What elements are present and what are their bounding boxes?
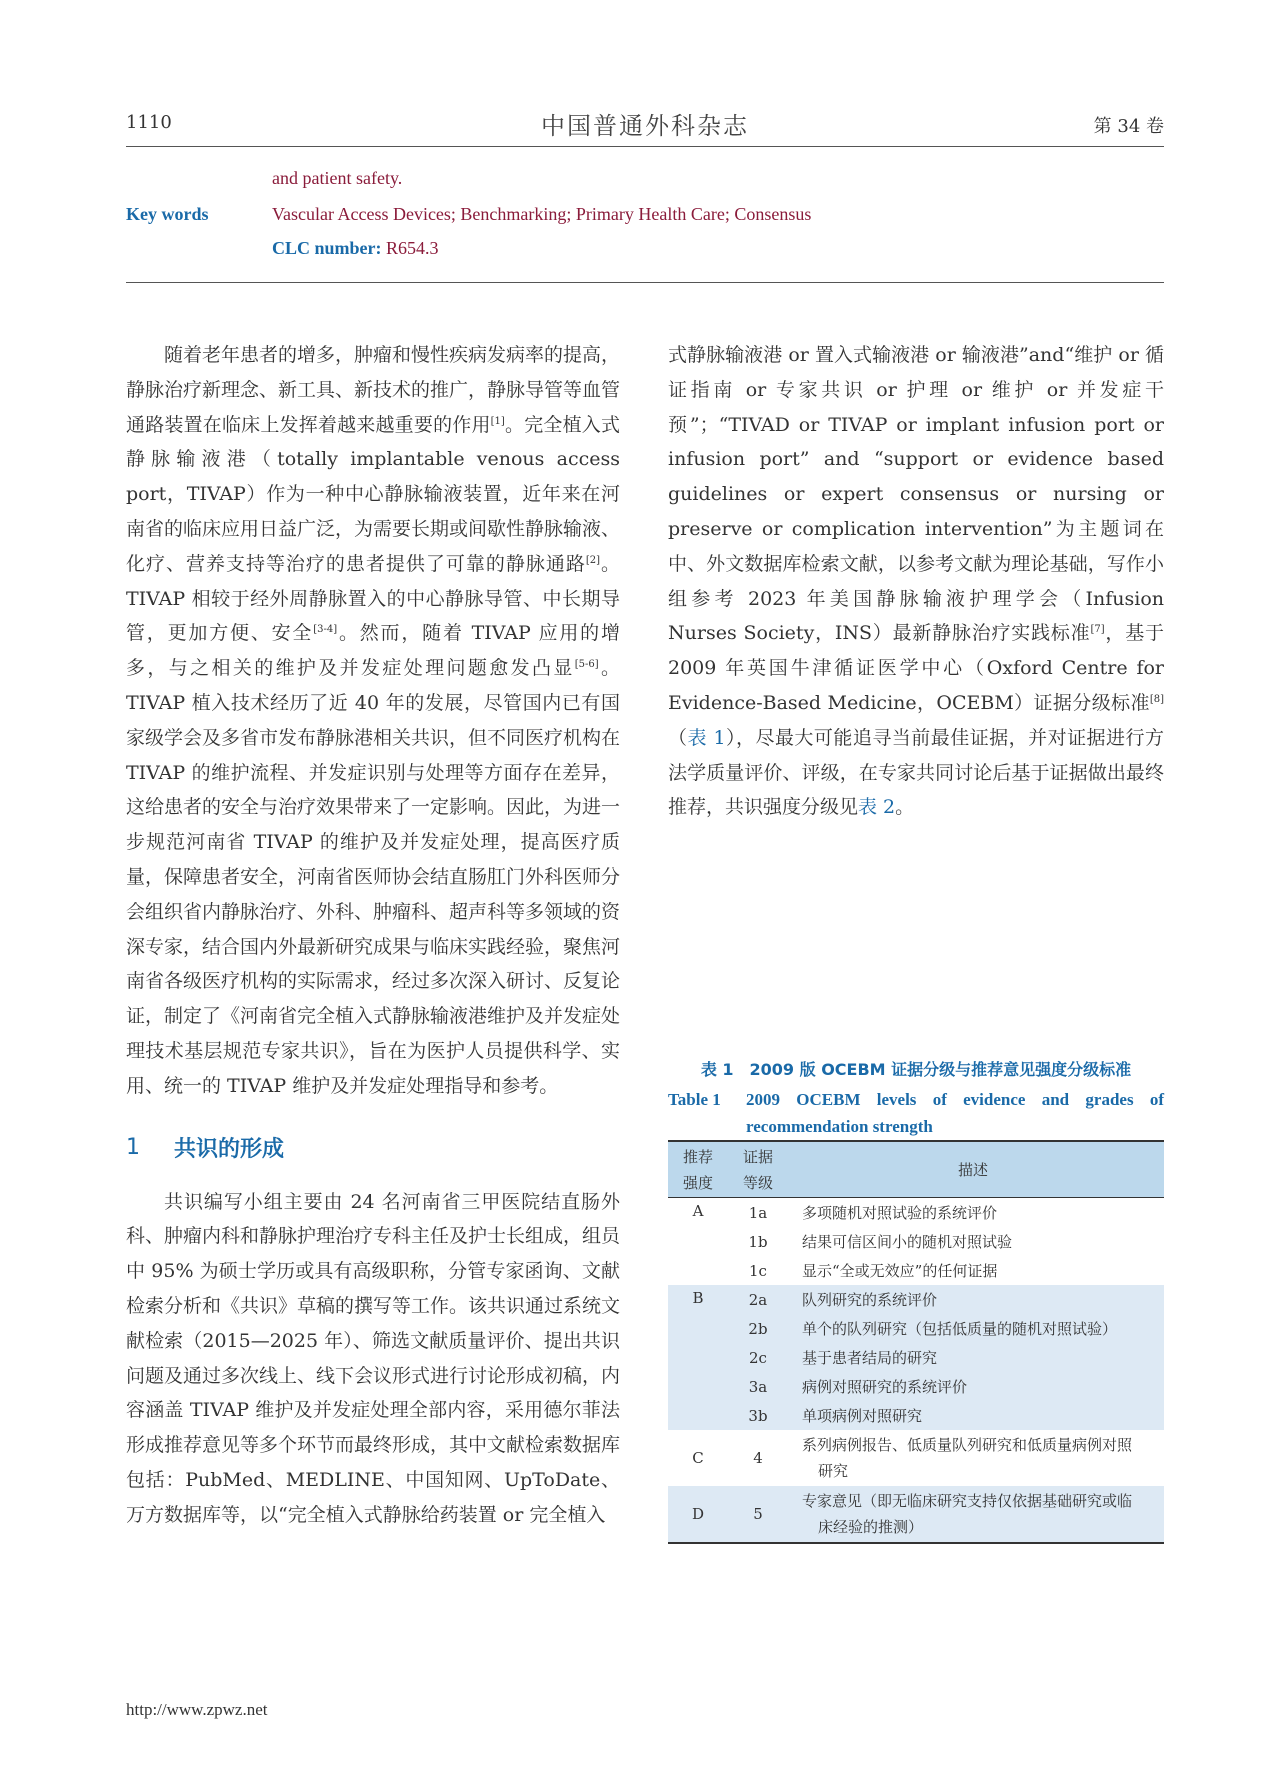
header-level-l1: 证据 — [742, 1147, 773, 1166]
desc-line-1: 系列病例报告、低质量队列研究和低质量病例对照 — [802, 1436, 1133, 1454]
table-link[interactable]: 表 1 — [687, 726, 726, 749]
section-title: 共识的形成 — [174, 1136, 285, 1162]
running-header — [126, 106, 1164, 144]
table1-caption-text: 2009 OCEBM levels of evidence and grades of recommendation strength — [746, 1090, 1164, 1136]
header-strength — [668, 1144, 728, 1196]
citation-link[interactable]: [5-6] — [574, 659, 599, 671]
section1-text-1: 共识编写小组主要由 24 名河南省三甲医院结直肠外科、肿瘤内科和静脉护理治疗专科主任及护士长组成，组员中 95% 为硕士学历或具有高级职称，分管专家函询、文献检索分析和《共识》草稿的撰写等工作。该共识通过系统文献检索（2015—2025 年）、筛选文献质量评价、提出共识问题及通过多次线上、线下会议形式进行讨论形成初稿，内容涵盖 TIVAP 维护及并发症处理全部内容，采用德尔菲法形成推荐意见等多个环节而最终形成，其中文献检索数据库包括：PubMed、MEDLINE、中国知网、UpToDate、万方数据库等，以“完全植入式静脉给药装置 or 完全植入 — [126, 1190, 621, 1526]
table-row — [728, 1285, 1164, 1314]
header-strength-l2: 强度 — [682, 1173, 713, 1192]
level-cell: 1c — [749, 1261, 767, 1280]
strength-cell: C — [692, 1449, 704, 1467]
table-group-a — [668, 1198, 1164, 1285]
intro-text-5: 。TIVAP 植入技术经历了近 40 年的发展，尽管国内已有国家级学会及多省市发布静脉港相关共识，但不同医疗机构在 TIVAP 的维护流程、并发症识别与处理等方面存在差异，这给患者的安全与治疗效果带来了一定影响。因此，为进一步规范河南省 TIVAP 的维护及并发症处理，提高医疗质量，保障患者安全，河南省医师协会结直肠肛门外科医师分会组织省内静脉治疗、外科、肿瘤科、超声科等多领域的资深专家，结合国内外最新研究成果与临床实践经验，聚焦河南省各级医疗机构的实际需求，经过多次深入研讨、反复论证，制定了《河南省完全植入式静脉输液港维护及并发症处理技术基层规范专家共识》，旨在为医护人员提供科学、实用、统一的 TIVAP 维护及并发症处理指导和参考。 — [126, 657, 621, 1097]
desc-cell: 多项随机对照试验的系统评价 — [802, 1203, 998, 1222]
strength-cell: D — [691, 1505, 705, 1523]
level-cell: 2c — [749, 1348, 767, 1367]
page-number: 1110 — [126, 112, 172, 133]
desc-line-2: 床经验的推测） — [818, 1518, 924, 1536]
desc-cell: 结果可信区间小的随机对照试验 — [802, 1232, 1013, 1251]
level-cell: 3b — [748, 1406, 768, 1425]
section1-text-2: ，基于 2009 年英国牛津循证医学中心（Oxford Centre for Evidence-Based Medicine，OCEBM）证据分级标准 — [668, 622, 1164, 714]
clc-number — [272, 238, 439, 259]
table-row — [728, 1372, 1164, 1401]
desc-line-1: 专家意见（即无临床研究支持仅依据基础研究或临 — [802, 1492, 1133, 1510]
journal-title: 中国普通外科杂志 — [541, 112, 749, 140]
desc-cell: 队列研究的系统评价 — [802, 1290, 938, 1309]
table-link[interactable]: 表 2 — [858, 796, 896, 819]
table-row — [728, 1227, 1164, 1256]
group-rows — [728, 1285, 1164, 1430]
desc-cell — [788, 1432, 1164, 1484]
group-rows — [728, 1486, 1164, 1542]
desc-cell: 病例对照研究的系统评价 — [802, 1377, 968, 1396]
group-rows — [728, 1430, 1164, 1486]
abstract-rule — [126, 282, 1164, 283]
desc-cell: 基于患者结局的研究 — [802, 1348, 938, 1367]
level-cell: 3a — [748, 1377, 768, 1396]
level-cell: 5 — [753, 1505, 763, 1523]
desc-cell: 显示“全或无效应”的任何证据 — [802, 1261, 998, 1280]
intro-paragraph — [126, 338, 620, 1104]
table-row — [728, 1401, 1164, 1430]
citation-link[interactable]: [2] — [585, 554, 600, 566]
level-cell: 4 — [753, 1449, 763, 1467]
table-group-b — [668, 1285, 1164, 1430]
keywords-label: Key words — [126, 204, 209, 224]
citation-link[interactable]: [3-4] — [313, 624, 338, 636]
section-heading — [126, 1132, 620, 1163]
table-row — [728, 1198, 1164, 1227]
intro-text-3: 。TIVAP 相较于经外周静脉置入的中心静脉导管、中长期导管，更加方便、安全 — [126, 552, 620, 645]
citation-link[interactable]: [1] — [490, 415, 505, 427]
section1-paragraph-continued — [668, 338, 1164, 825]
table1 — [668, 1140, 1164, 1544]
table1-caption-en — [668, 1086, 1164, 1140]
right-column — [668, 338, 1164, 825]
citation-link[interactable]: [7] — [1090, 624, 1105, 636]
clc-label: CLC number: — [272, 238, 382, 258]
section-number: 1 — [126, 1134, 140, 1160]
section1-text-3: （ — [668, 726, 688, 749]
table-group-d — [668, 1486, 1164, 1542]
table1-caption-cn: 表 1 2009 版 OCEBM 证据分级与推荐意见强度分级标准 — [700, 1060, 1132, 1079]
desc-cell: 单项病例对照研究 — [802, 1406, 923, 1425]
level-cell: 1a — [748, 1203, 768, 1222]
level-cell: 2a — [748, 1290, 768, 1309]
header-level-l2: 等级 — [742, 1173, 773, 1192]
table-row — [728, 1343, 1164, 1372]
table-row — [728, 1256, 1164, 1285]
desc-line-2: 研究 — [818, 1462, 849, 1480]
section1-text-1: 式静脉输液港 or 置入式输液港 or 输液港”and“维护 or 循证指南 or 专家共识 or 护理 or 维护 or 并发症干预”；“TIVAD or TIVAP or implant infusion port or infusion port” and “support or evidence based guidelines or expert consensus or nursing or preserve or complication intervention”为主题词在中、外文数据库检索文献，以参考文献为理论基础，写作小组参考 2023 年美国静脉输液护理学会（Infusion Nurses Society，INS）最新静脉治疗实践标准 — [668, 344, 1164, 645]
header-description: 描述 — [957, 1160, 988, 1179]
table-group-c — [668, 1430, 1164, 1486]
table-header-row — [668, 1142, 1164, 1198]
section1-text-5: 。 — [895, 796, 915, 819]
level-cell: 2b — [748, 1319, 768, 1338]
table-row — [728, 1430, 1164, 1486]
table1-caption-label: Table 1 — [668, 1090, 721, 1109]
strength-cell: B — [692, 1289, 704, 1307]
strength-cell: A — [692, 1202, 704, 1220]
table-row — [728, 1486, 1164, 1542]
keywords-text: Vascular Access Devices; Benchmarking; Primary Health Care; Consensus — [272, 204, 812, 224]
left-column — [126, 338, 620, 1533]
citation-link[interactable]: [8] — [1149, 693, 1164, 705]
group-rows — [728, 1198, 1164, 1285]
table-row — [728, 1314, 1164, 1343]
table1-caption — [668, 1057, 1164, 1140]
abstract-tail: and patient safety. — [272, 168, 403, 188]
desc-cell: 单个的队列研究（包括低质量的随机对照试验） — [802, 1319, 1118, 1338]
intro-text-2: 。完全植入式静脉输液港（totally implantable venous access port，TIVAP）作为一种中心静脉输液装置，近年来在河南省的临床应用日益广泛，为需要长期或间歇性静脉输液、化疗、营养支持等治疗的患者提供了可靠的静脉通路 — [126, 413, 621, 575]
intro-text-4: 。然而，随着 TIVAP 应用的增多，与之相关的维护及并发症处理问题愈发凸显 — [126, 622, 620, 680]
volume-number: 第 34 卷 — [1093, 116, 1164, 137]
footer-url[interactable]: http://www.zpwz.net — [126, 1700, 268, 1719]
intro-text-1: 随着老年患者的增多，肿瘤和慢性疾病发病率的提高，静脉治疗新理念、新工具、新技术的推广，静脉导管等血管通路装置在临床上发挥着越来越重要的作用 — [126, 344, 621, 436]
section1-paragraph — [126, 1185, 620, 1533]
section1-text-4: ），尽最大可能追寻当前最佳证据，并对证据进行方法学质量评价、评级，在专家共同讨论后基于证据做出最终推荐，共识强度分级见 — [668, 726, 1164, 819]
header-strength-l1: 推荐 — [682, 1147, 713, 1166]
header-level — [728, 1144, 788, 1196]
clc-value: R654.3 — [381, 238, 439, 258]
desc-cell — [788, 1488, 1164, 1540]
level-cell: 1b — [748, 1232, 768, 1251]
header-rule — [126, 146, 1164, 147]
